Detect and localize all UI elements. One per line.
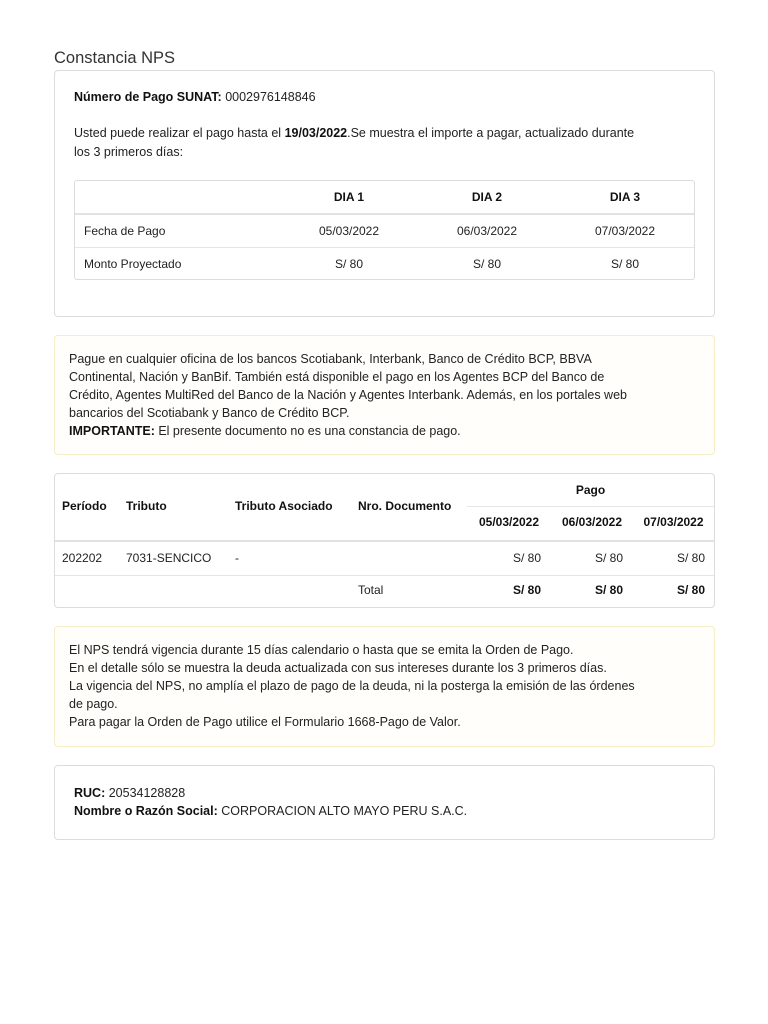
- validity-notice-line: En el detalle sólo se muestra la deuda actualizada con sus intereses durante los 3 primeros días.: [69, 661, 607, 675]
- header-date-3: 07/03/2022: [643, 515, 704, 529]
- deadline-notice: [74, 124, 634, 142]
- row-amount-2: S/ 80: [594, 551, 623, 565]
- validity-notice-line: Para pagar la Orden de Pago utilice el Formulario 1668-Pago de Valor.: [69, 715, 461, 729]
- total-label: Total: [358, 583, 384, 597]
- row-periodo: 202202: [62, 551, 103, 565]
- row-label: Fecha de Pago: [84, 224, 166, 238]
- banks-notice-line: bancarios del Scotiabank y Banco de Crédito BCP.: [69, 406, 350, 420]
- projection-header-day1: DIA 1: [333, 190, 365, 204]
- table-cell: S/ 80: [334, 257, 364, 271]
- projection-header-day3: DIA 3: [609, 190, 641, 204]
- table-cell: 07/03/2022: [594, 224, 656, 238]
- row-divider: [55, 575, 714, 576]
- deadline-notice-suffix: .Se muestra el importe a pagar, actualizado durante: [347, 126, 635, 140]
- important-label: IMPORTANTE:: [69, 424, 155, 438]
- table-row: [75, 248, 694, 280]
- table-cell: S/ 80: [610, 257, 640, 271]
- table-cell: 06/03/2022: [456, 224, 518, 238]
- row-tributo-asociado: -: [235, 551, 239, 565]
- projection-table-header: [75, 181, 694, 215]
- payment-number-value: 0002976148846: [225, 90, 316, 104]
- business-name: [74, 802, 467, 820]
- header-tributo-asociado: Tributo Asociado: [235, 499, 333, 513]
- validity-notice-line: de pago.: [69, 697, 118, 711]
- projection-header-day2: DIA 2: [471, 190, 503, 204]
- page-title: Constancia NPS: [54, 49, 176, 67]
- header-date-2: 06/03/2022: [561, 515, 623, 529]
- business-name-value: CORPORACION ALTO MAYO PERU S.A.C.: [217, 804, 468, 818]
- header-pago: Pago: [575, 483, 606, 497]
- projection-table: [74, 180, 695, 280]
- important-text: El presente documento no es una constancia de pago.: [154, 424, 461, 438]
- total-amount-2: S/ 80: [594, 583, 623, 597]
- validity-notice-line: La vigencia del NPS, no amplía el plazo de pago de la deuda, ni la posterga la emisión de las órdenes: [69, 679, 635, 693]
- banks-notice-line: Continental, Nación y BanBif. También está disponible el pago en los Agentes BCP del Banco de: [69, 370, 605, 384]
- header-divider: [467, 506, 714, 507]
- payment-table-card: [54, 473, 715, 608]
- deadline-notice-line2: los 3 primeros días:: [74, 145, 184, 159]
- row-amount-1: S/ 80: [512, 551, 541, 565]
- banks-notice-card: [54, 335, 715, 455]
- payment-table: [55, 474, 714, 607]
- header-tributo: Tributo: [126, 499, 167, 513]
- ruc: [74, 784, 185, 802]
- table-cell: 05/03/2022: [318, 224, 380, 238]
- deadline-notice-prefix: Usted puede realizar el pago hasta el: [74, 126, 285, 140]
- taxpayer-card: [54, 765, 715, 840]
- validity-notice-card: [54, 626, 715, 747]
- total-amount-1: S/ 80: [512, 583, 541, 597]
- header-nro-documento: Nro. Documento: [358, 499, 452, 513]
- banks-notice-line: Pague en cualquier oficina de los bancos Scotiabank, Interbank, Banco de Crédito BCP, BBVA: [69, 352, 592, 366]
- deadline-date: 19/03/2022: [284, 126, 348, 140]
- business-name-label: Nombre o Razón Social:: [74, 804, 218, 818]
- ruc-label: RUC:: [74, 786, 106, 800]
- header-date-1: 05/03/2022: [478, 515, 540, 529]
- table-cell: S/ 80: [472, 257, 502, 271]
- header-bottom-border: [55, 540, 714, 542]
- payment-number-label: Número de Pago SUNAT:: [74, 90, 222, 104]
- validity-notice-line: El NPS tendrá vigencia durante 15 días calendario o hasta que se emita la Orden de Pago.: [69, 643, 574, 657]
- row-amount-3: S/ 80: [676, 551, 705, 565]
- ruc-value: 20534128828: [105, 786, 186, 800]
- header-periodo: Período: [62, 499, 107, 513]
- table-row: [75, 215, 694, 248]
- row-tributo: 7031-SENCICO: [126, 551, 212, 565]
- payment-summary-card: [54, 70, 715, 317]
- important-notice: [69, 422, 461, 440]
- row-label: Monto Proyectado: [84, 257, 182, 271]
- payment-number: [74, 88, 316, 106]
- total-amount-3: S/ 80: [676, 583, 705, 597]
- banks-notice-line: Crédito, Agentes MultiRed del Banco de la Nación y Agentes Interbank. Además, en los portales web: [69, 388, 627, 402]
